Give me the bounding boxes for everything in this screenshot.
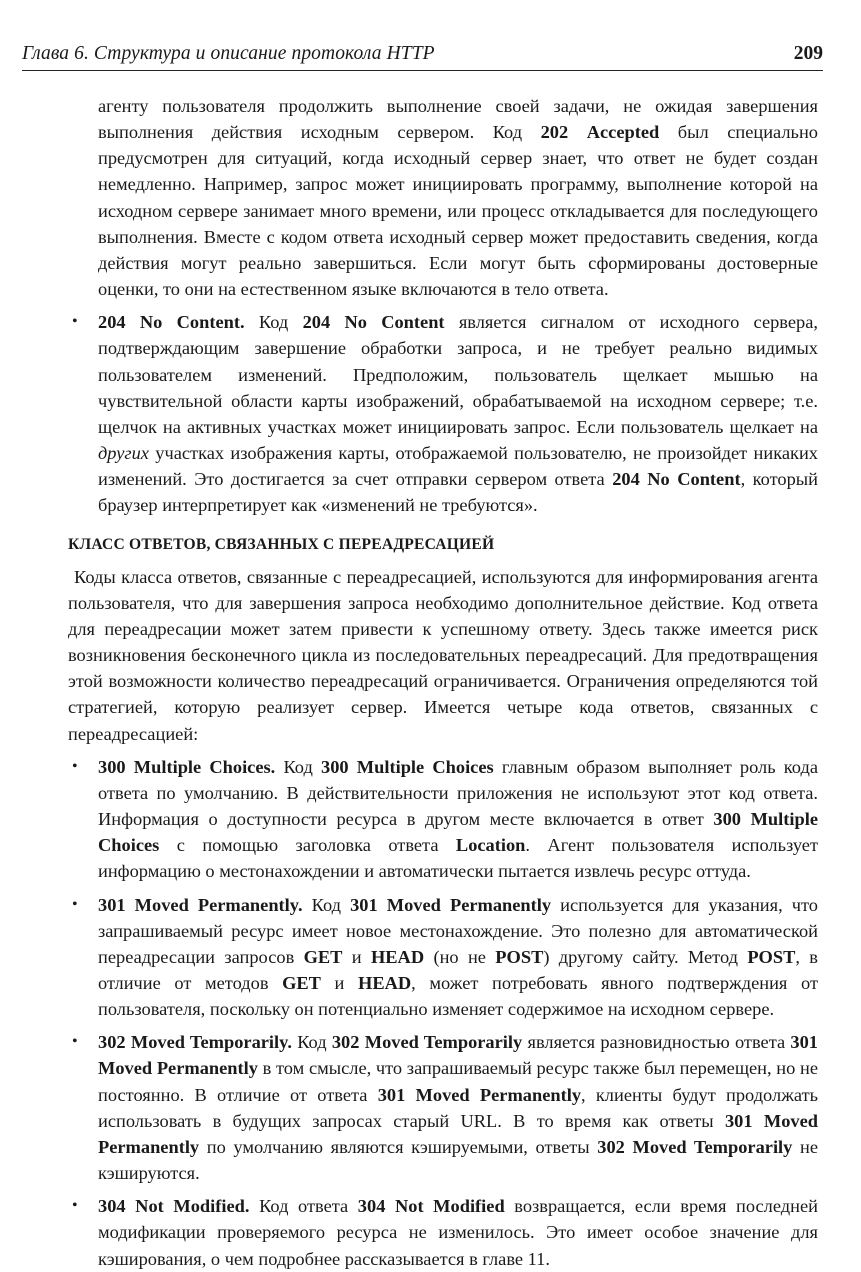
code: 302 Moved Temporarily bbox=[597, 1136, 793, 1157]
bullet-icon: • bbox=[72, 757, 78, 775]
term: 204 No Content. bbox=[98, 312, 245, 333]
bullet-icon: • bbox=[72, 895, 78, 913]
text: по умолчанию являются кэшируемыми, ответы bbox=[199, 1136, 598, 1157]
text: не кэшируются. bbox=[98, 1136, 818, 1184]
code: 300 Multiple Choices bbox=[321, 756, 494, 777]
list-item-text bbox=[98, 1193, 818, 1271]
text: Код bbox=[275, 756, 321, 777]
method: HEAD bbox=[358, 973, 412, 993]
code-202: 202 Accepted bbox=[540, 122, 660, 143]
text: , в отличие от методов bbox=[98, 946, 818, 993]
method: POST bbox=[495, 946, 544, 967]
list-item-text bbox=[98, 754, 818, 885]
text: в том смысле, что запрашиваемый ресурс также был перемещен, но не постоянно. В отличие от ответа bbox=[98, 1058, 819, 1105]
code: 204 No Content bbox=[612, 469, 741, 490]
bullet-icon: • bbox=[72, 1197, 78, 1215]
method: HEAD bbox=[370, 946, 425, 967]
text: главным образом выполняет роль кода ответа по умолчанию. В действительности приложения не используют этот код ответа. Информация о доступности ресурса в другом месте включается в ответ bbox=[98, 756, 818, 830]
term: 300 Multiple Choices. bbox=[98, 756, 276, 777]
bullet-icon: • bbox=[72, 313, 78, 331]
text: является сигналом от исходного сервера, подтверждающим завершение обработки запроса, и не требует реально видимых пользователем изменений. Предположим, пользователь щелкает мышью на чувствительной области карты изображений, обрабатываемой на исходном сервере; т.е. щелчок на активных участках может инициировать запрос. Если пользователь щелкает на bbox=[98, 312, 818, 437]
text: Код ответа bbox=[249, 1196, 358, 1217]
list-item-text bbox=[98, 1029, 818, 1186]
list-item-302 bbox=[68, 1029, 818, 1186]
code: 301 Moved Permanently bbox=[377, 1084, 582, 1105]
text: Код bbox=[302, 894, 351, 915]
emphasis: других bbox=[98, 443, 149, 464]
section-paragraph: Коды класса ответов, связанные с переадресацией, используются для информирования агента пользователя, что для завершения запроса необходимо дополнительное действие. Код ответа для переадресации может затем привести к успешному ответу. Здесь также имеется риск возникновения бесконечного цикла из последовательных переадресаций. Для предотвращения этой возможности количество переадресаций ограничивается. Ограничения определяются той стратегией, которую реализует сервер. Имеется четыре кода ответов, связанных с переадресацией: bbox=[68, 566, 818, 744]
text: и bbox=[342, 946, 371, 967]
code: 304 Not Modified bbox=[357, 1196, 505, 1217]
text: , может потребовать явного подтверждения от пользователя, поскольку он потенциально изменяет содержимое на исходном сервере. bbox=[98, 973, 818, 1020]
text: был специально предусмотрен для ситуаций, когда исходный сервер знает, что ответ не будет создан немедленно. Например, запрос может инициировать программу, выполнение которой на исходном сервере занимает много времени, или процесс откладывается для последующего выполнения. Вместе с кодом ответа исходный сервер может предоставить сведения, когда действия могут реально завершиться. Если могут быть сформированы достоверные оценки, то они на естественном языке включаются в тело ответа. bbox=[98, 122, 818, 300]
text: с помощью заголовка ответа bbox=[159, 835, 456, 856]
code: 302 Moved Temporarily bbox=[331, 1032, 523, 1053]
list-item-301 bbox=[68, 892, 818, 1023]
section-heading: КЛАСС ОТВЕТОВ, СВЯЗАННЫХ С ПЕРЕАДРЕСАЦИЕЙ bbox=[68, 535, 495, 553]
list-item-300 bbox=[68, 754, 818, 885]
text: Код bbox=[244, 312, 303, 333]
text: Код bbox=[291, 1032, 332, 1053]
bullet-icon: • bbox=[72, 1033, 78, 1051]
header-name: Location bbox=[455, 835, 526, 856]
intro-paragraph bbox=[98, 93, 818, 302]
text: , который браузер интерпретирует как «изменений не требуются». bbox=[98, 469, 818, 516]
text: и bbox=[320, 973, 359, 993]
text: . Агент пользователя использует информацию о местонахождении и автоматически пытается извлечь ресурс оттуда. bbox=[98, 835, 818, 882]
text: является разновидностью ответа bbox=[522, 1032, 791, 1053]
method: GET bbox=[303, 946, 343, 967]
code: 301 Moved Permanently bbox=[98, 1110, 818, 1157]
term: 304 Not Modified. bbox=[98, 1196, 250, 1217]
page-header bbox=[22, 40, 823, 71]
text: агенту пользователя продолжить выполнение своей задачи, не ожидая завершения выполнения действия исходным сервером. Код bbox=[98, 96, 818, 143]
page-number: 209 bbox=[793, 43, 823, 64]
chapter-title: Глава 6. Структура и описание протокола HTTP bbox=[22, 43, 435, 64]
text: используется для указания, что запрашиваемый ресурс имеет новое местонахождение. Это полезно для автоматической переадресации запросов bbox=[98, 894, 819, 967]
term: 301 Moved Permanently. bbox=[98, 894, 303, 915]
method: POST bbox=[747, 946, 796, 967]
code: 204 No Content bbox=[302, 312, 445, 333]
list-item-text bbox=[98, 892, 818, 1023]
code: 301 Moved Permanently bbox=[98, 1032, 818, 1079]
text: возвращается, если время последней модификации проверяемого ресурса не изменилось. Это имеет особое значение для кэширования, о чем подробнее рассказывается в главе 11. bbox=[98, 1196, 818, 1269]
code: 300 Multiple Choices bbox=[98, 809, 818, 856]
method: GET bbox=[282, 973, 321, 993]
page-body bbox=[68, 93, 818, 1272]
list-item-304 bbox=[68, 1193, 818, 1271]
list-item-204 bbox=[68, 309, 818, 518]
list-item-text bbox=[98, 309, 818, 518]
text: участках изображения карты, отображаемой пользователю, не произойдет никаких изменений. Это достигается за счет отправки сервером ответа bbox=[98, 443, 818, 490]
text: , клиенты будут продолжать использовать в будущих запросах старый URL. В то время как ответы bbox=[98, 1084, 819, 1131]
term: 302 Moved Temporarily. bbox=[98, 1032, 292, 1053]
text: (но не bbox=[424, 946, 496, 967]
code: 301 Moved Permanently bbox=[350, 894, 552, 915]
text: ) другому сайту. Метод bbox=[543, 946, 748, 967]
